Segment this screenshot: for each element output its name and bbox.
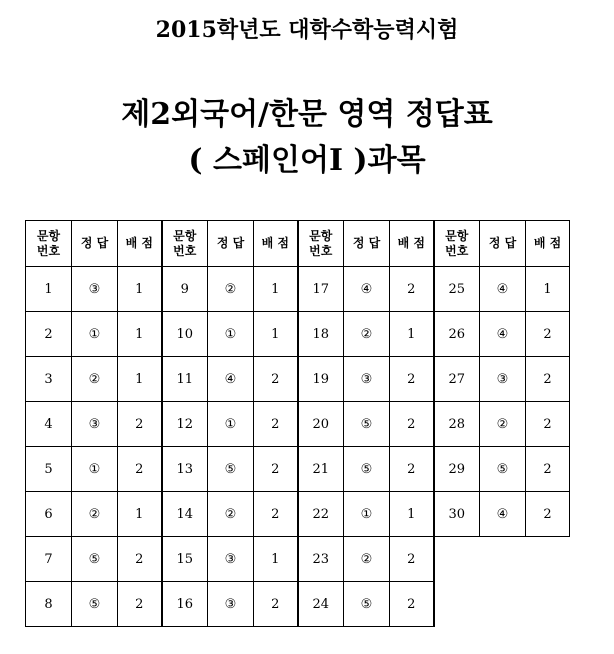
points-cell: 2 bbox=[118, 447, 162, 492]
question-number-cell: 23 bbox=[298, 537, 344, 582]
empty-cell bbox=[526, 537, 570, 582]
answer-cell: ⑤ bbox=[344, 402, 390, 447]
question-number-cell: 27 bbox=[434, 357, 480, 402]
points-cell: 1 bbox=[118, 357, 162, 402]
header-points: 배 점 bbox=[390, 221, 434, 267]
exam-title: 2015학년도 대학수학능력시험 bbox=[155, 17, 459, 43]
answer-cell: ③ bbox=[480, 357, 526, 402]
points-cell: 1 bbox=[390, 492, 434, 537]
header-points: 배 점 bbox=[254, 221, 298, 267]
empty-cell bbox=[434, 582, 480, 627]
points-cell: 1 bbox=[118, 267, 162, 312]
answer-cell: ④ bbox=[208, 357, 254, 402]
header-answer: 정 답 bbox=[344, 221, 390, 267]
points-cell: 2 bbox=[390, 537, 434, 582]
answer-cell: ⑤ bbox=[208, 447, 254, 492]
answer-cell: ② bbox=[208, 492, 254, 537]
answer-cell: ③ bbox=[208, 582, 254, 627]
question-number-cell: 18 bbox=[298, 312, 344, 357]
points-cell: 2 bbox=[254, 402, 298, 447]
answer-cell: ② bbox=[208, 267, 254, 312]
question-number-cell: 22 bbox=[298, 492, 344, 537]
question-number-cell: 20 bbox=[298, 402, 344, 447]
table-row bbox=[26, 312, 570, 357]
points-cell: 1 bbox=[118, 492, 162, 537]
question-number-cell: 14 bbox=[162, 492, 208, 537]
question-number-cell: 25 bbox=[434, 267, 480, 312]
points-cell: 2 bbox=[390, 447, 434, 492]
question-number-cell: 26 bbox=[434, 312, 480, 357]
answer-table bbox=[25, 220, 570, 627]
answer-cell: ⑤ bbox=[344, 582, 390, 627]
answer-cell: ② bbox=[344, 537, 390, 582]
question-number-cell: 11 bbox=[162, 357, 208, 402]
question-number-cell: 9 bbox=[162, 267, 208, 312]
header-answer: 정 답 bbox=[72, 221, 118, 267]
points-cell: 1 bbox=[254, 267, 298, 312]
header-question-number: 문항 번호 bbox=[26, 221, 72, 267]
answer-cell: ④ bbox=[480, 267, 526, 312]
answer-cell: ③ bbox=[344, 357, 390, 402]
question-number-cell: 13 bbox=[162, 447, 208, 492]
main-title: 제2외국어/한문 영역 정답표 bbox=[121, 97, 493, 132]
answer-cell: ② bbox=[72, 492, 118, 537]
points-cell: 2 bbox=[526, 312, 570, 357]
answer-cell: ② bbox=[480, 402, 526, 447]
points-cell: 2 bbox=[390, 402, 434, 447]
header-question-number: 문항 번호 bbox=[434, 221, 480, 267]
points-cell: 2 bbox=[254, 582, 298, 627]
header-points: 배 점 bbox=[118, 221, 162, 267]
question-number-cell: 7 bbox=[26, 537, 72, 582]
answer-cell: ③ bbox=[208, 537, 254, 582]
answer-cell: ⑤ bbox=[72, 537, 118, 582]
question-number-cell: 16 bbox=[162, 582, 208, 627]
table-row bbox=[26, 447, 570, 492]
question-number-cell: 28 bbox=[434, 402, 480, 447]
question-number-cell: 12 bbox=[162, 402, 208, 447]
header-answer: 정 답 bbox=[208, 221, 254, 267]
question-number-cell: 1 bbox=[26, 267, 72, 312]
question-number-cell: 19 bbox=[298, 357, 344, 402]
question-number-cell: 2 bbox=[26, 312, 72, 357]
points-cell: 2 bbox=[254, 357, 298, 402]
table-row bbox=[26, 537, 570, 582]
answer-cell: ① bbox=[208, 312, 254, 357]
answer-cell: ① bbox=[72, 312, 118, 357]
question-number-cell: 6 bbox=[26, 492, 72, 537]
question-number-cell: 10 bbox=[162, 312, 208, 357]
points-cell: 1 bbox=[390, 312, 434, 357]
answer-cell: ④ bbox=[480, 312, 526, 357]
points-cell: 2 bbox=[118, 582, 162, 627]
answer-cell: ④ bbox=[480, 492, 526, 537]
table-row bbox=[26, 582, 570, 627]
answer-cell: ⑤ bbox=[480, 447, 526, 492]
question-number-cell: 17 bbox=[298, 267, 344, 312]
answer-cell: ③ bbox=[72, 267, 118, 312]
question-number-cell: 3 bbox=[26, 357, 72, 402]
header-question-number: 문항 번호 bbox=[298, 221, 344, 267]
points-cell: 2 bbox=[526, 492, 570, 537]
question-number-cell: 21 bbox=[298, 447, 344, 492]
header-answer: 정 답 bbox=[480, 221, 526, 267]
points-cell: 1 bbox=[254, 312, 298, 357]
answer-cell: ② bbox=[344, 312, 390, 357]
answer-cell: ⑤ bbox=[344, 447, 390, 492]
points-cell: 2 bbox=[526, 447, 570, 492]
table-header-row bbox=[26, 221, 570, 267]
points-cell: 1 bbox=[254, 537, 298, 582]
points-cell: 2 bbox=[118, 402, 162, 447]
question-number-cell: 8 bbox=[26, 582, 72, 627]
points-cell: 1 bbox=[118, 312, 162, 357]
question-number-cell: 4 bbox=[26, 402, 72, 447]
answer-cell: ① bbox=[344, 492, 390, 537]
empty-cell bbox=[434, 537, 480, 582]
points-cell: 2 bbox=[526, 402, 570, 447]
header-question-number: 문항 번호 bbox=[162, 221, 208, 267]
answer-cell: ① bbox=[72, 447, 118, 492]
answer-cell: ④ bbox=[344, 267, 390, 312]
subject-title: ( 스페인어Ⅰ )과목 bbox=[188, 143, 426, 178]
empty-cell bbox=[526, 582, 570, 627]
answer-cell: ② bbox=[72, 357, 118, 402]
table-row bbox=[26, 267, 570, 312]
empty-cell bbox=[480, 582, 526, 627]
answer-cell: ⑤ bbox=[72, 582, 118, 627]
answer-cell: ③ bbox=[72, 402, 118, 447]
points-cell: 1 bbox=[526, 267, 570, 312]
table-row bbox=[26, 492, 570, 537]
points-cell: 2 bbox=[526, 357, 570, 402]
header-points: 배 점 bbox=[526, 221, 570, 267]
question-number-cell: 24 bbox=[298, 582, 344, 627]
points-cell: 2 bbox=[254, 492, 298, 537]
question-number-cell: 15 bbox=[162, 537, 208, 582]
table-row bbox=[26, 402, 570, 447]
points-cell: 2 bbox=[390, 267, 434, 312]
empty-cell bbox=[480, 537, 526, 582]
question-number-cell: 29 bbox=[434, 447, 480, 492]
table-row bbox=[26, 357, 570, 402]
points-cell: 2 bbox=[254, 447, 298, 492]
points-cell: 2 bbox=[118, 537, 162, 582]
points-cell: 2 bbox=[390, 582, 434, 627]
answer-cell: ① bbox=[208, 402, 254, 447]
question-number-cell: 5 bbox=[26, 447, 72, 492]
points-cell: 2 bbox=[390, 357, 434, 402]
question-number-cell: 30 bbox=[434, 492, 480, 537]
